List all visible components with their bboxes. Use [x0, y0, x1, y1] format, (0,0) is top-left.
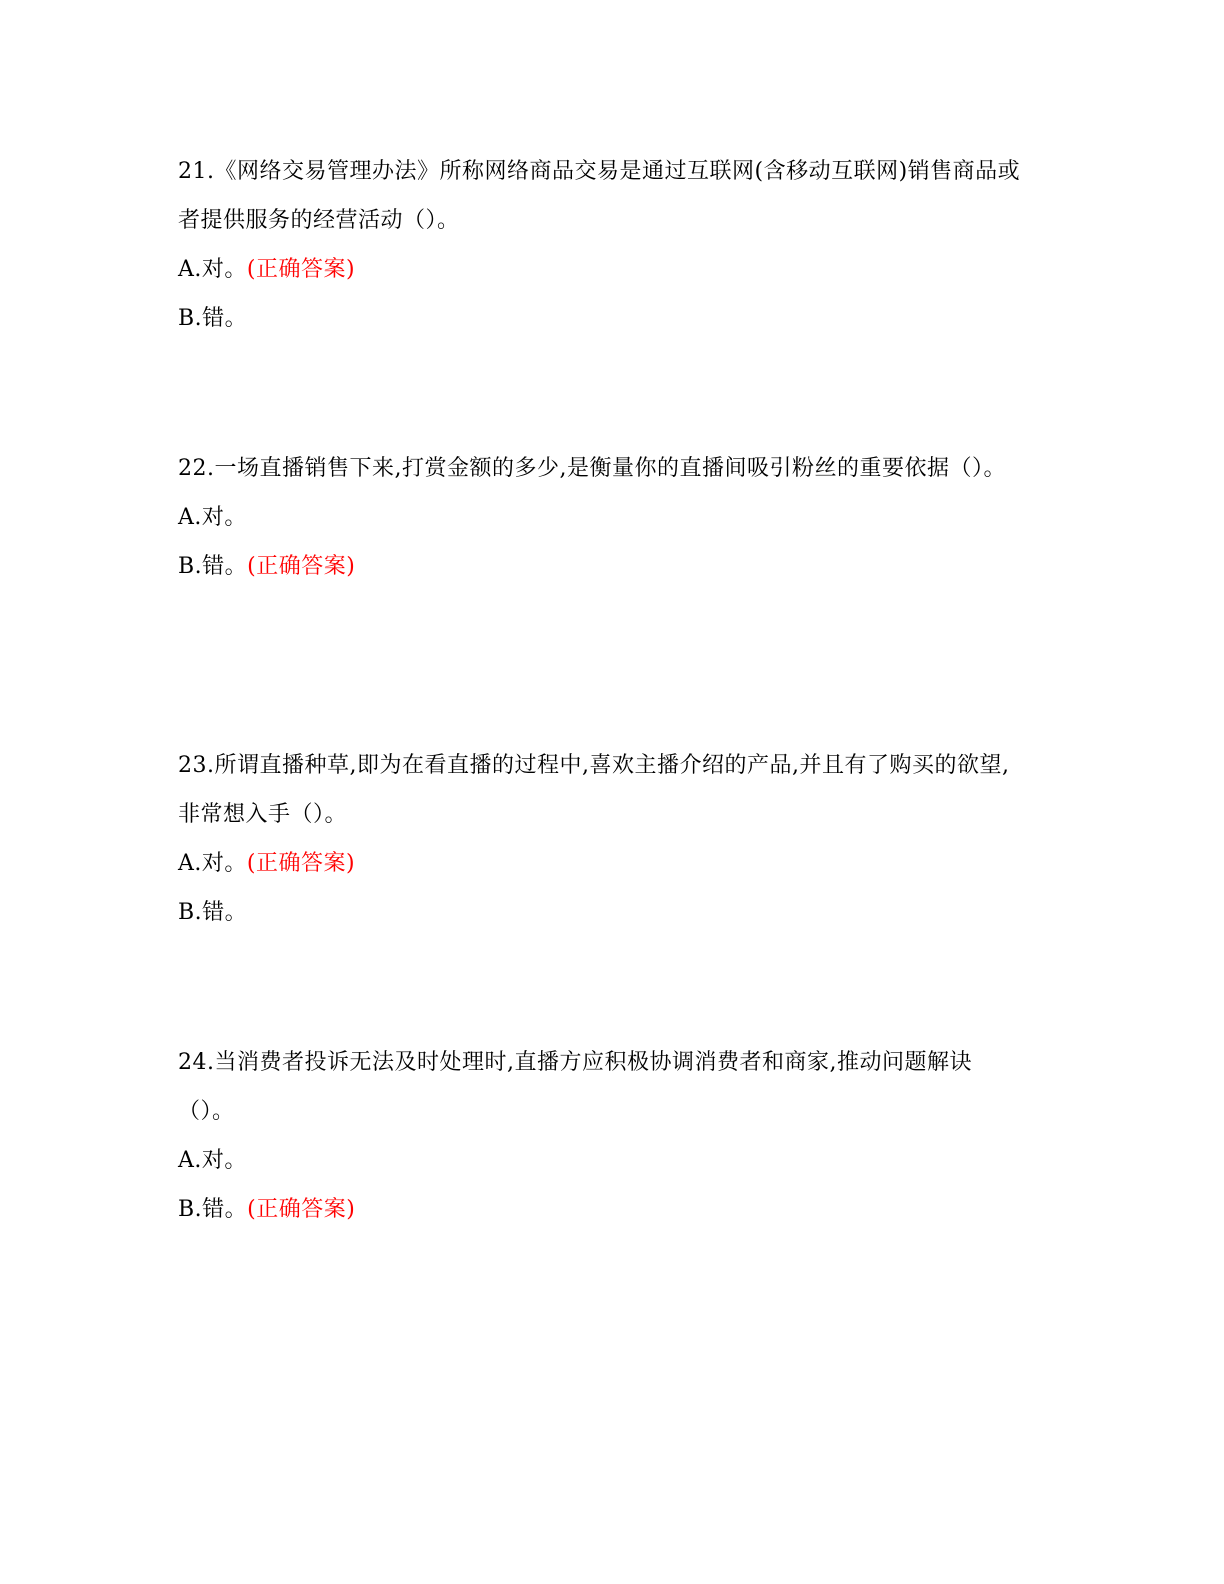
correct-answer-mark: (正确答案): [246, 257, 356, 282]
question-stem: 21.《网络交易管理办法》所称网络商品交易是通过互联网(含移动互联网)销售商品或者提供服务的经营活动（）。: [178, 159, 1021, 233]
option-b: [178, 888, 1028, 937]
option-label: A.对。: [178, 851, 247, 876]
option-label: B.错。: [178, 1197, 248, 1222]
correct-answer-mark: (正确答案): [246, 851, 356, 876]
option-a: [178, 245, 1028, 294]
question-22: [178, 444, 1028, 591]
option-label: B.错。: [178, 554, 248, 579]
option-b: [178, 294, 1028, 343]
question-24: [178, 1038, 1028, 1234]
option-a: [178, 1136, 1028, 1185]
correct-answer-mark: (正确答案): [247, 1197, 356, 1222]
correct-answer-mark: (正确答案): [247, 554, 356, 579]
option-label: A.对。: [178, 505, 247, 530]
question-21: [178, 147, 1028, 343]
option-label: A.对。: [178, 1148, 247, 1173]
option-label: A.对。: [178, 257, 247, 282]
option-label: B.错。: [178, 306, 248, 331]
option-b: [178, 542, 1028, 591]
option-a: [178, 493, 1028, 542]
option-b: [178, 1185, 1028, 1234]
option-label: B.错。: [178, 900, 248, 925]
option-a: [178, 839, 1028, 888]
question-stem: 24.当消费者投诉无法及时处理时,直播方应积极协调消费者和商家,推动问题解诀（）。: [178, 1050, 972, 1124]
question-stem: 23.所谓直播种草,即为在看直播的过程中,喜欢主播介绍的产品,并且有了购买的欲望,非常想入手（）。: [178, 753, 1010, 827]
question-23: [178, 741, 1028, 937]
question-stem: 22.一场直播销售下来,打赏金额的多少,是衡量你的直播间吸引粉丝的重要依据（）。: [178, 456, 1006, 481]
